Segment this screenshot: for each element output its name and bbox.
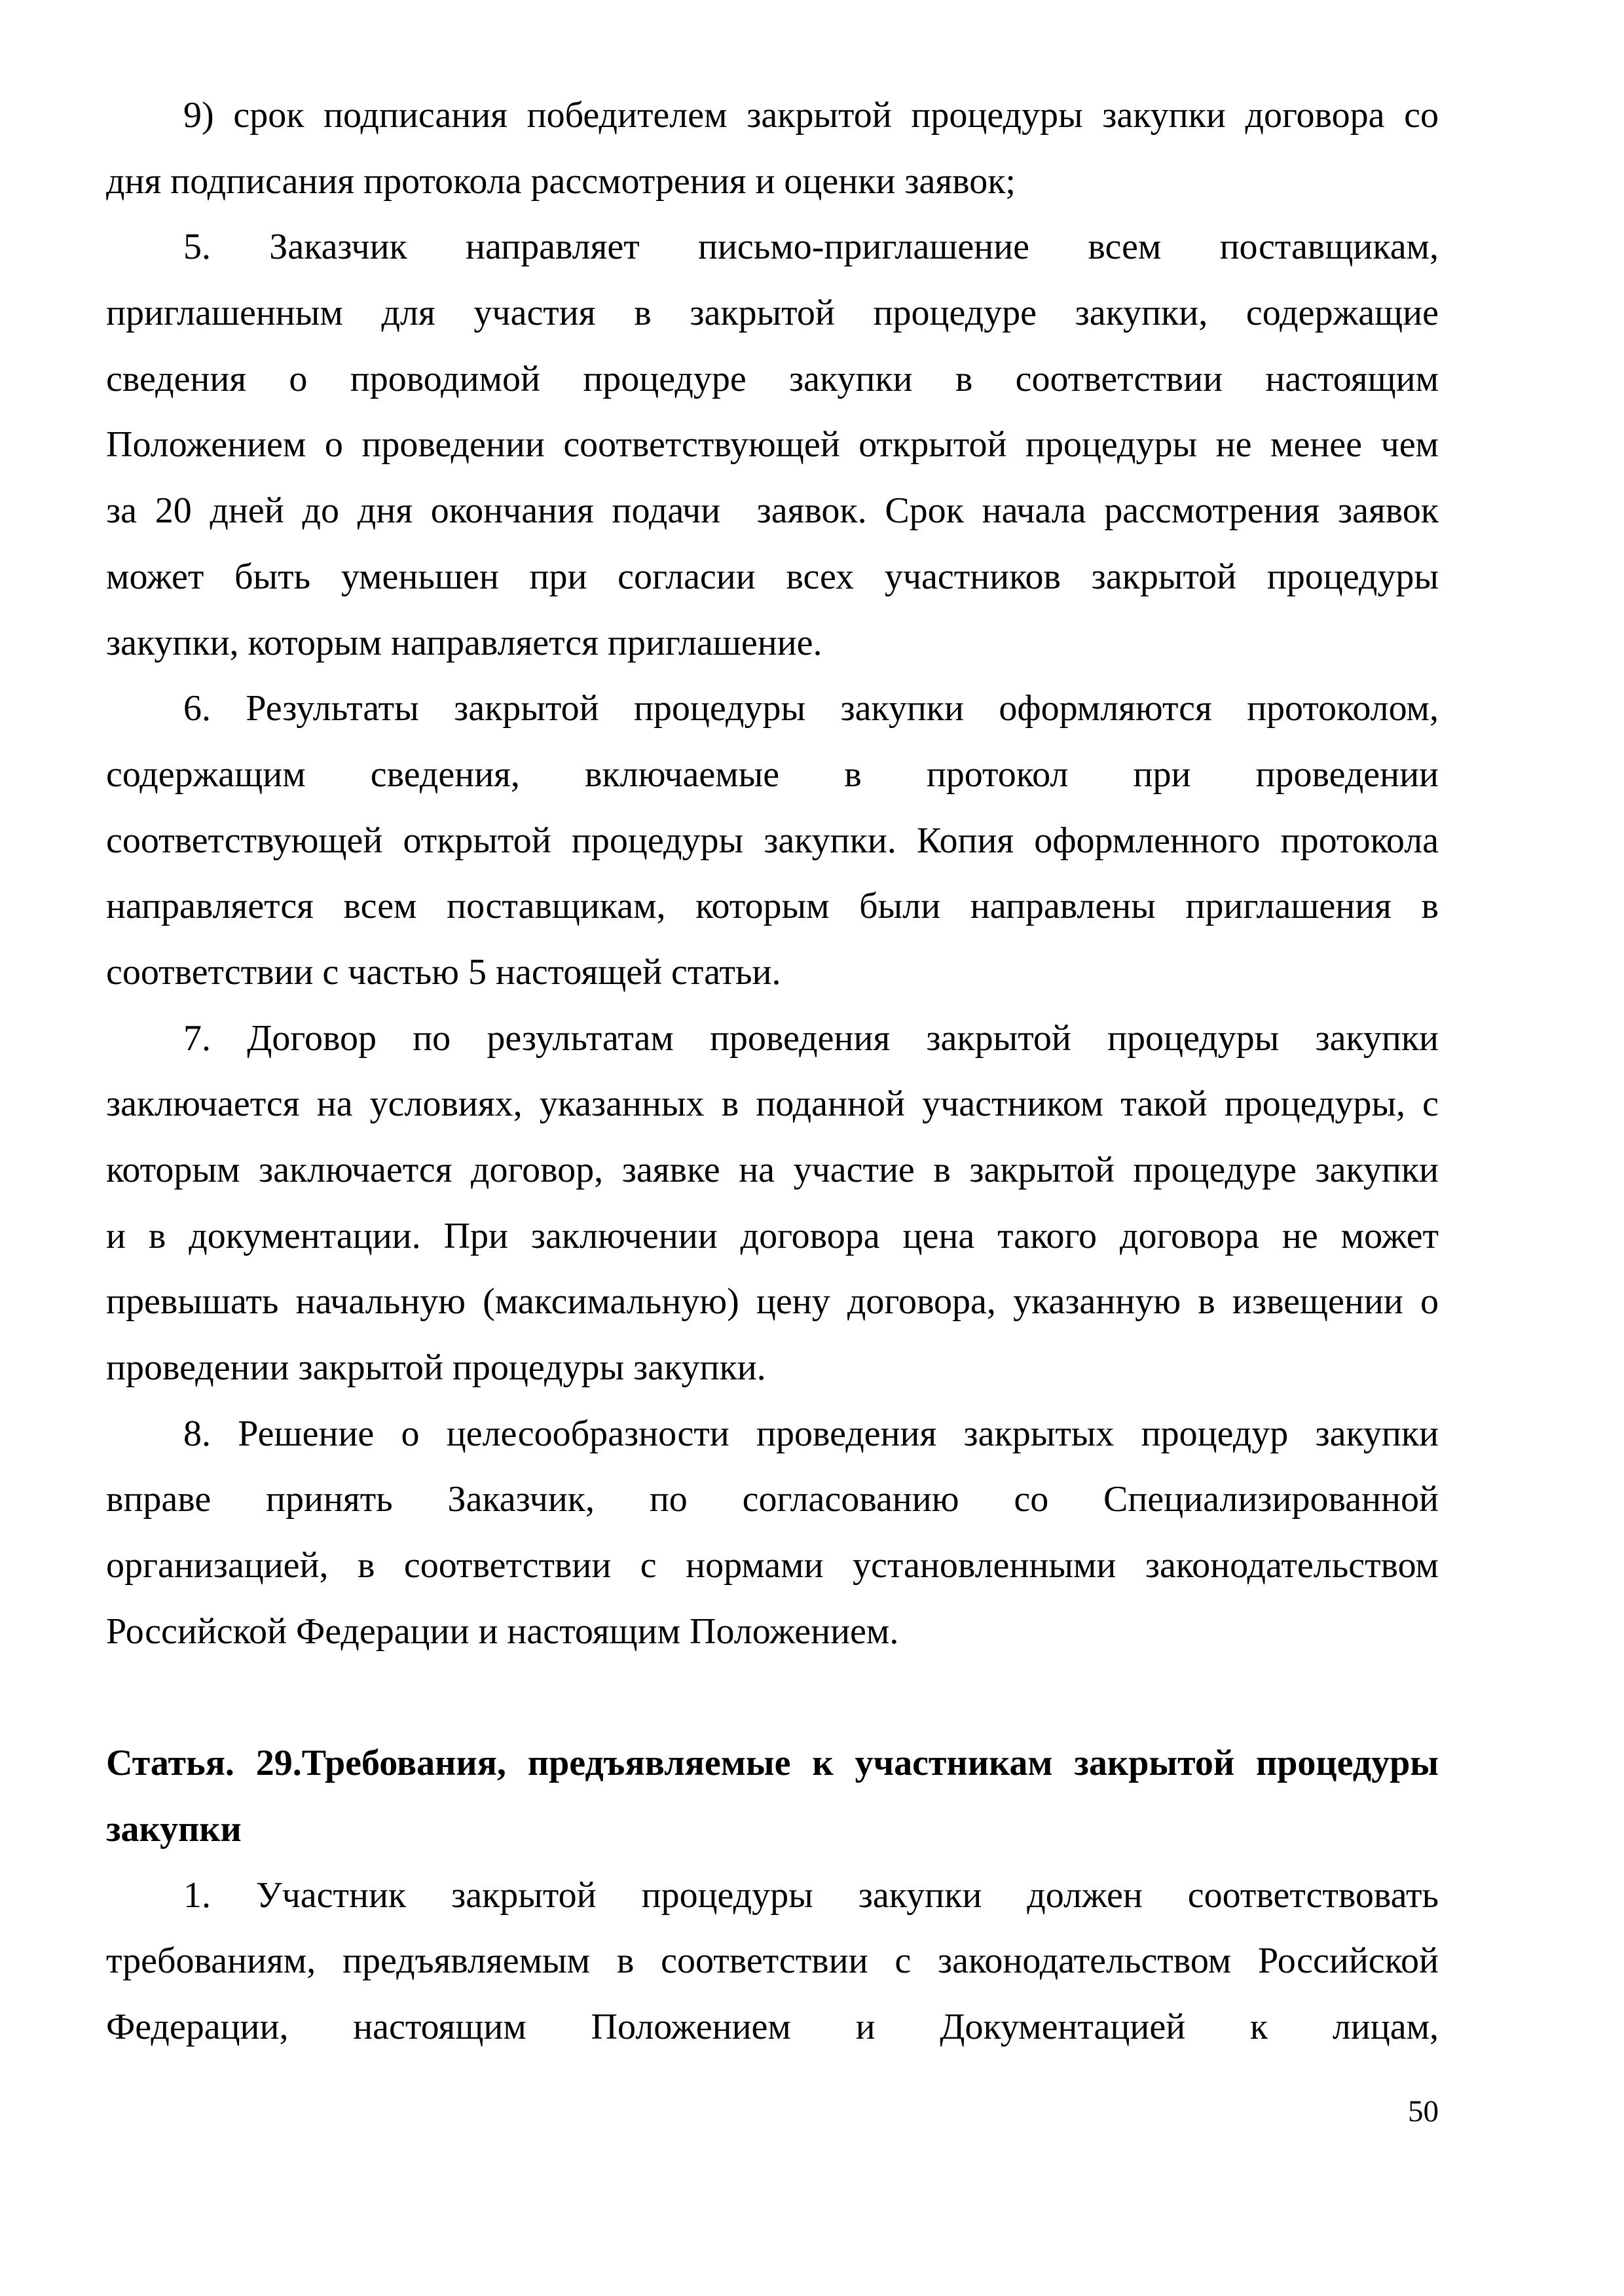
text-line: 8. Решение о целесообразности проведения закрытых процедур закупки	[183, 1413, 1439, 1454]
article-heading	[106, 1730, 1439, 1862]
text-line: соответствующей открытой процедуры закупки. Копия оформленного протокола	[106, 820, 1439, 861]
clause-8	[106, 1401, 1439, 1665]
text-line: требованиям, предъявляемым в соответствии с законодательством Российской	[106, 1941, 1439, 1982]
text-line: 5. Заказчик направляет письмо-приглашение всем поставщикам,	[183, 227, 1439, 268]
text-line: превышать начальную (максимальную) цену договора, указанную в извещении о	[106, 1281, 1439, 1322]
text-line: сведения о проводимой процедуре закупки в соответствии настоящим	[106, 358, 1439, 399]
heading-line: Статья. 29.Требования, предъявляемые к участникам закрытой процедуры	[106, 1743, 1439, 1784]
page-number: 50	[1408, 2094, 1439, 2128]
text-line: проведении закрытой процедуры закупки.	[106, 1347, 766, 1389]
text-line: соответствии с частью 5 настоящей статьи.	[106, 951, 781, 993]
text-line: 1. Участник закрытой процедуры закупки должен соответствовать	[183, 1874, 1439, 1916]
clause-6	[106, 676, 1439, 1005]
article-29-clause-1	[106, 1863, 1439, 2060]
text-line: 7. Договор по результатам проведения закрытой процедуры закупки	[183, 1017, 1439, 1059]
list-item-9	[106, 82, 1439, 214]
text-line: 6. Результаты закрытой процедуры закупки оформляются протоколом,	[183, 688, 1439, 729]
text-line: закупки, которым направляется приглашение.	[106, 622, 822, 663]
text-line: содержащим сведения, включаемые в протокол при проведении	[106, 754, 1439, 795]
text-line: Положением о проведении соответствующей открытой процедуры не менее чем	[106, 424, 1439, 465]
heading-line: закупки	[106, 1808, 242, 1850]
clause-7	[106, 1006, 1439, 1401]
blank-line	[106, 1665, 1439, 1731]
text-line: приглашенным для участия в закрытой процедуре закупки, содержащие	[106, 293, 1439, 334]
text-line: направляется всем поставщикам, которым были направлены приглашения в	[106, 886, 1439, 927]
text-line: 9) срок подписания победителем закрытой процедуры закупки договора со	[183, 95, 1439, 136]
text-line: может быть уменьшен при согласии всех участников закрытой процедуры	[106, 556, 1439, 597]
text-line: вправе принять Заказчик, по согласованию со Специализированной	[106, 1479, 1439, 1520]
text-line: которым заключается договор, заявке на участие в закрытой процедуре закупки	[106, 1150, 1439, 1190]
text-line: и в документации. При заключении договора цена такого договора не может	[106, 1215, 1439, 1256]
text-line: заключается на условиях, указанных в поданной участником такой процедуры, с	[106, 1084, 1439, 1125]
text-line: дня подписания протокола рассмотрения и оценки заявок;	[106, 160, 1016, 202]
text-line: Российской Федерации и настоящим Положением.	[106, 1611, 899, 1652]
text-line: организацией, в соответствии с нормами установленными законодательством	[106, 1545, 1439, 1586]
text-line: за 20 дней до дня окончания подачи заявок. Срок начала рассмотрения заявок	[106, 490, 1439, 532]
clause-5	[106, 214, 1439, 676]
page-body	[106, 82, 1439, 2060]
text-line: Федерации, настоящим Положением и Документацией к лицам,	[106, 2006, 1439, 2047]
